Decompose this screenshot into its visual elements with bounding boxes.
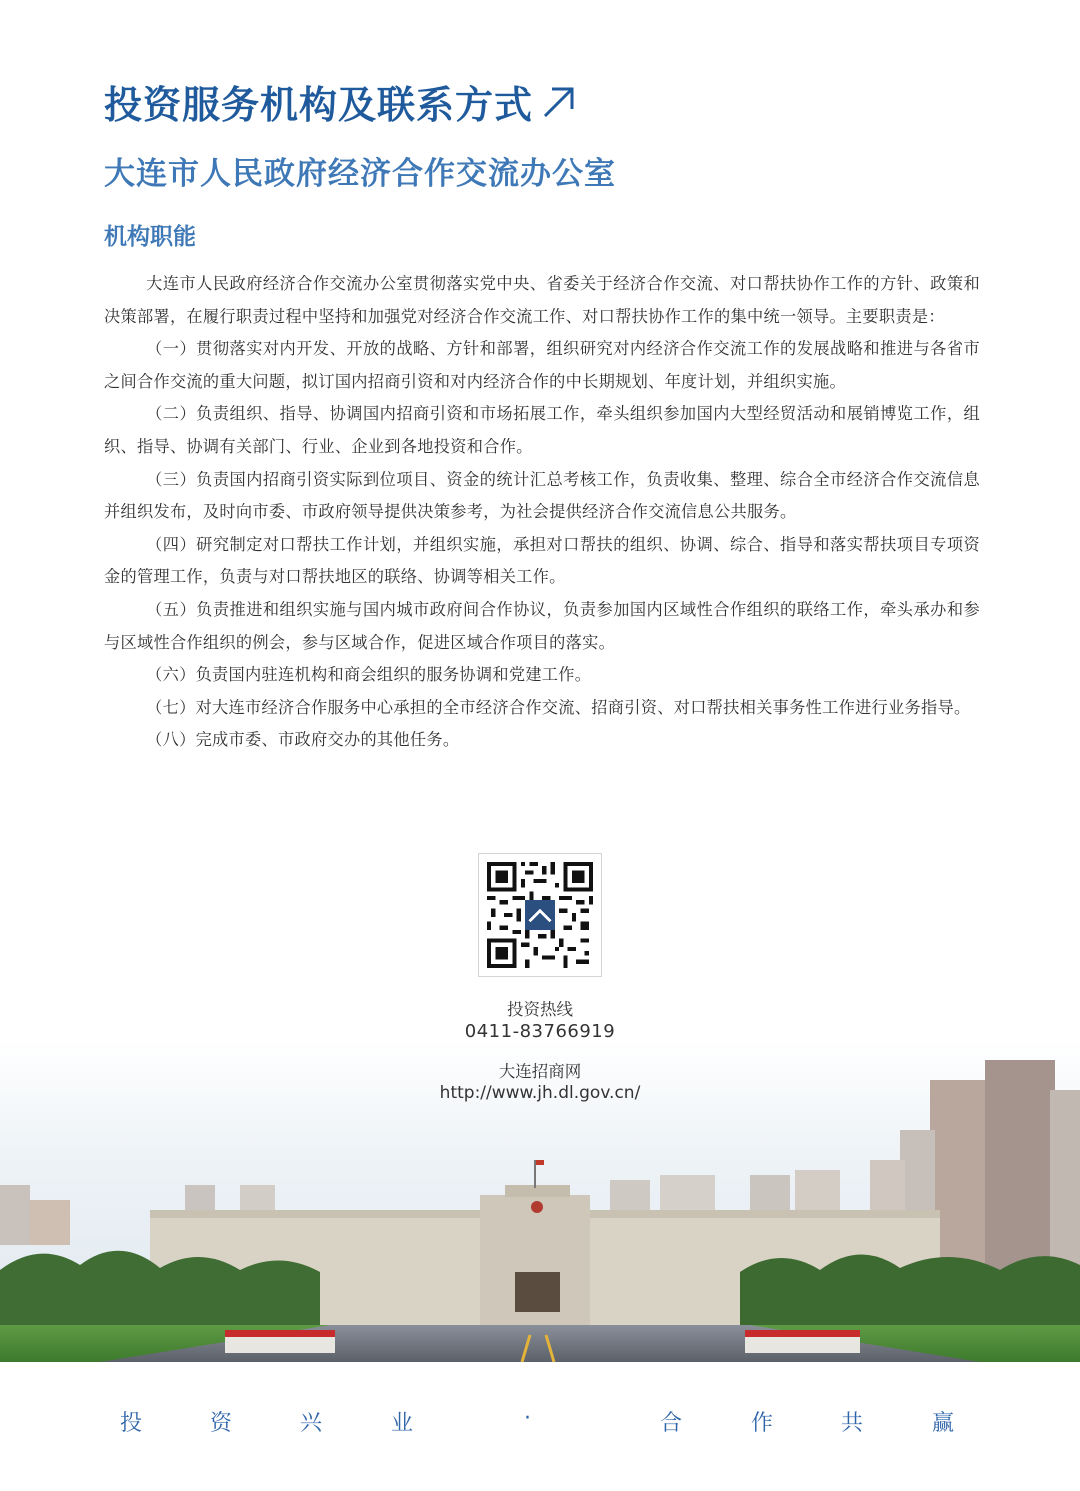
duty-item: （六）负责国内驻连机构和商会组织的服务协调和党建工作。 — [146, 665, 592, 685]
slogan-char: 赢 — [932, 1411, 955, 1436]
intro-paragraph: 大连市人民政府经济合作交流办公室贯彻落实党中央、省委关于经济合作交流、对口帮扶协作工作的方针、政策和决策部署，在履行职责过程中坚持和加强党对经济合作交流工作、对口帮扶协作工作的集中统一领导。主要职责是： — [104, 274, 980, 326]
slogan-char: 投 — [120, 1411, 143, 1436]
slogan-char: 资 — [210, 1411, 233, 1436]
page-title — [104, 74, 579, 129]
arrow-up-right-icon — [539, 82, 579, 122]
slogan-char: 业 — [391, 1411, 414, 1436]
slogan-separator: · — [524, 1406, 531, 1431]
hotline-number[interactable]: 0411-83766919 — [464, 1021, 616, 1042]
qr-code-icon — [487, 862, 593, 968]
slogan-char: 共 — [841, 1411, 864, 1436]
duty-item: （二）负责组织、指导、协调国内招商引资和市场拓展工作，牵头组织参加国内大型经贸活动和展销博览工作，组织、指导、协调有关部门、行业、企业到各地投资和合作。 — [104, 404, 980, 456]
duty-item: （五）负责推进和组织实施与国内城市政府间合作协议，负责参加国内区域性合作组织的联络工作，牵头承办和参与区域性合作组织的例会，参与区域合作，促进区域合作项目的落实。 — [104, 599, 980, 652]
slogan-char: 兴 — [300, 1411, 323, 1436]
qr-code[interactable] — [478, 853, 602, 977]
hotline-label: 投资热线 — [507, 1000, 573, 1019]
duty-item: （四）研究制定对口帮扶工作计划，并组织实施，承担对口帮扶的组织、协调、综合、指导和落实帮扶项目专项资金的管理工作，负责与对口帮扶地区的联络、协调等相关工作。 — [104, 534, 980, 587]
duty-item: （七）对大连市经济合作服务中心承担的全市经济合作交流、招商引资、对口帮扶相关事务性工作进行业务指导。 — [146, 697, 971, 717]
organization-name: 大连市人民政府经济合作交流办公室 — [104, 156, 616, 192]
duties-text — [104, 268, 980, 757]
slogan — [0, 1406, 1080, 1436]
duty-item: （一）贯彻落实对内开发、开放的战略、方针和部署，组织研究对内经济合作交流工作的发展战略和推进与各省市之间合作交流的重大问题，拟订国内招商引资和对内经济合作的中长期规划、年度计划，并组织实施。 — [104, 339, 980, 391]
duty-item: （八）完成市委、市政府交办的其他任务。 — [146, 730, 460, 750]
slogan-char: 合 — [660, 1411, 683, 1436]
website-label: 大连招商网 — [498, 1062, 582, 1081]
section-heading: 机构职能 — [104, 224, 196, 250]
duty-item: （三）负责国内招商引资实际到位项目、资金的统计汇总考核工作，负责收集、整理、综合全市经济合作交流信息并组织发布，及时向市委、市政府领导提供决策参考，为社会提供经济合作交流信息公共服务。 — [104, 469, 980, 522]
website-link[interactable]: http://www.jh.dl.gov.cn/ — [439, 1083, 641, 1103]
slogan-char: 作 — [751, 1411, 774, 1436]
page-title-text: 投资服务机构及联系方式 — [104, 83, 534, 127]
